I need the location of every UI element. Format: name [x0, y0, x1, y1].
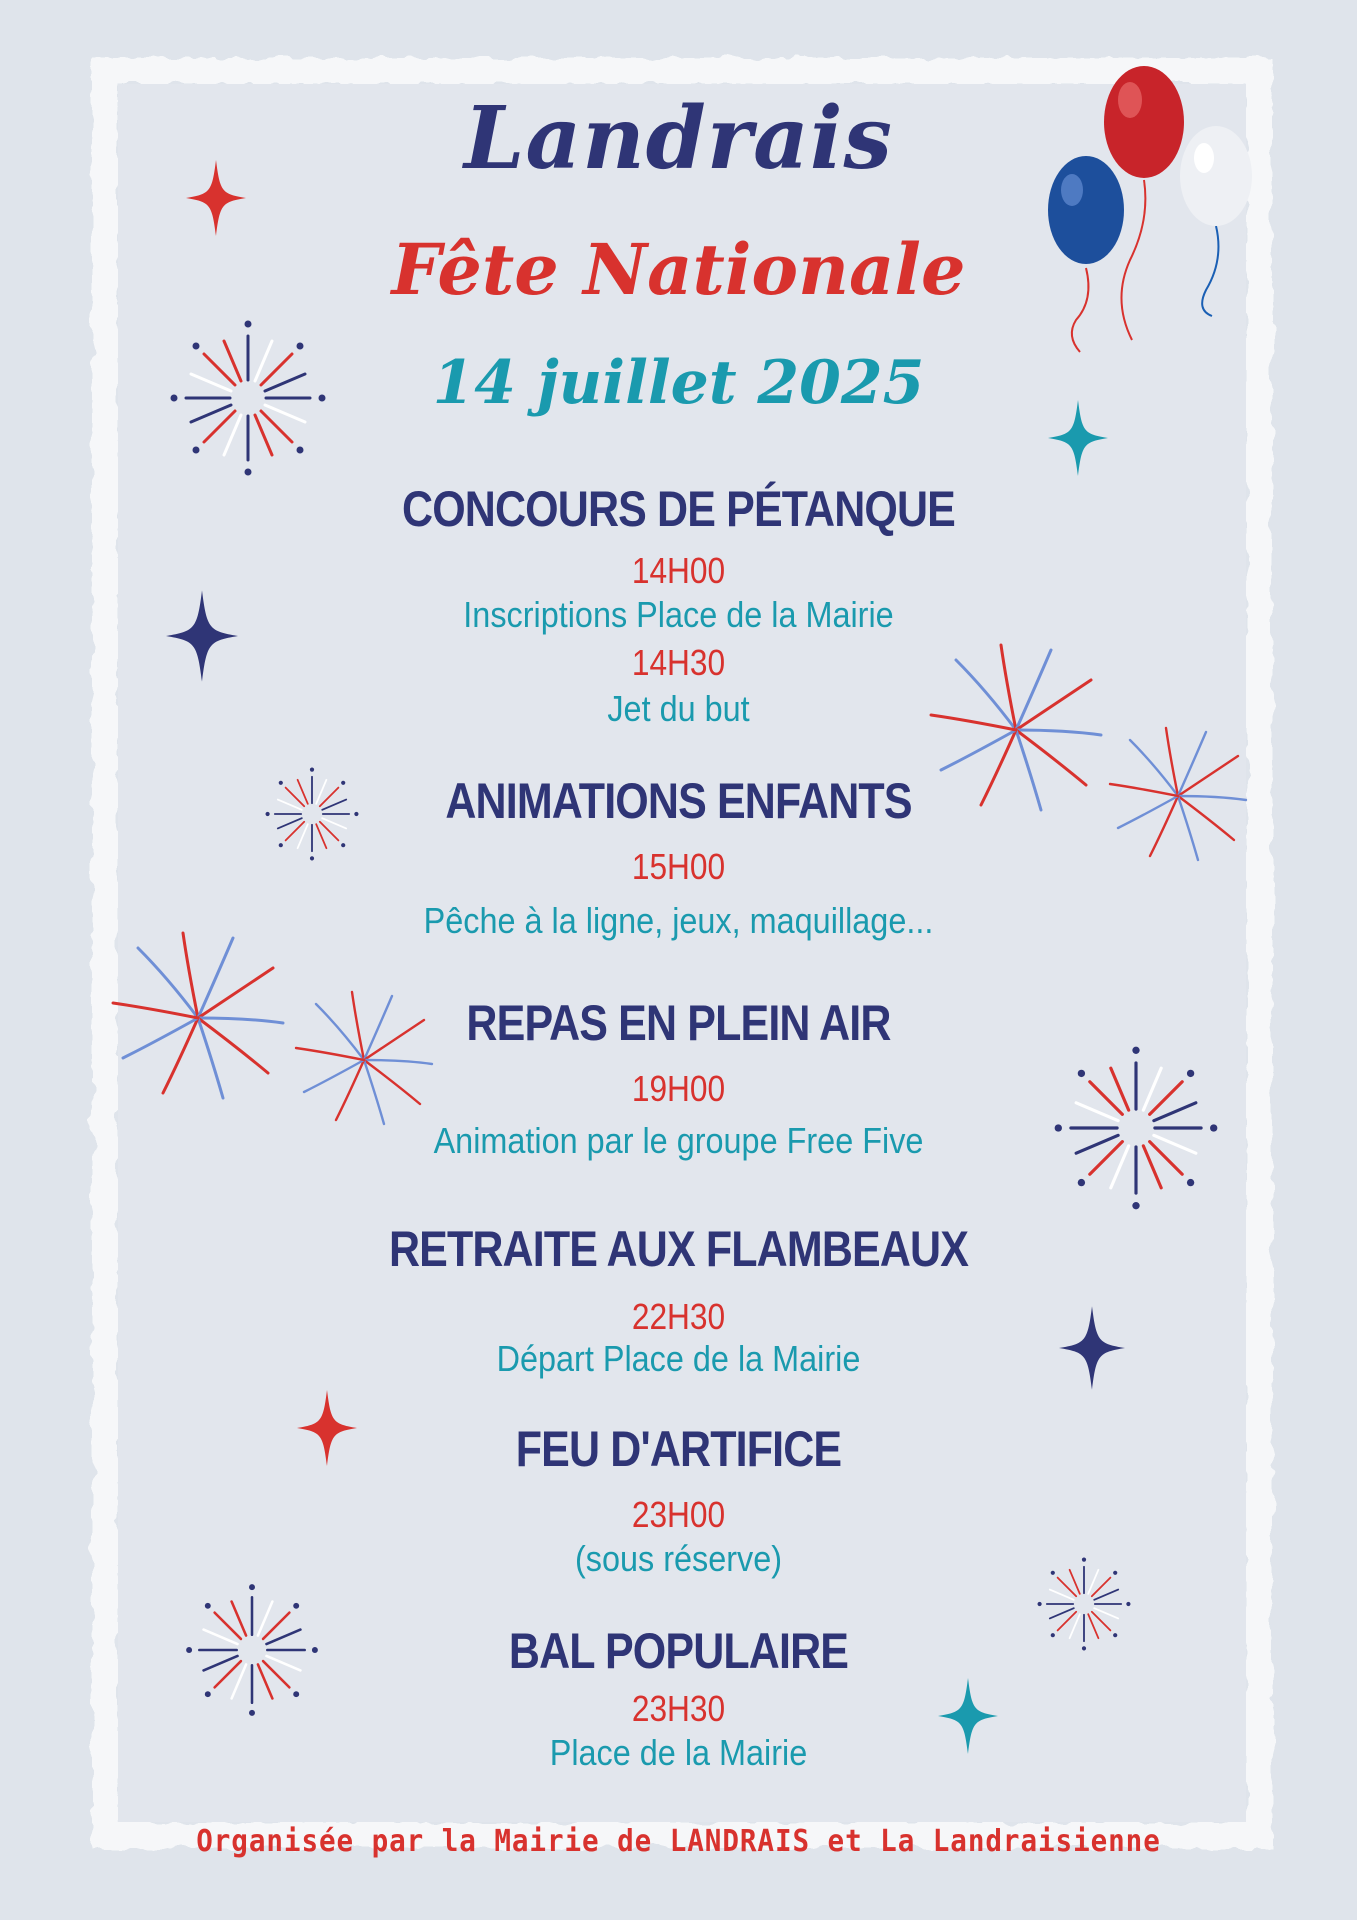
- section-time: 19H00: [631, 1068, 726, 1109]
- section-heading: REPAS EN PLEIN AIR: [466, 995, 891, 1051]
- town-title: Landrais: [464, 88, 893, 189]
- section-time: 15H00: [631, 846, 726, 887]
- section-description: Pêche à la ligne, jeux, maquillage...: [423, 900, 934, 941]
- section-heading: FEU D'ARTIFICE: [515, 1421, 842, 1477]
- section-description: Jet du but: [607, 688, 750, 729]
- section-time: 22H30: [631, 1296, 726, 1337]
- event-title: Fête Nationale: [391, 228, 966, 311]
- section-heading: RETRAITE AUX FLAMBEAUX: [388, 1221, 969, 1277]
- section-description: (sous réserve): [574, 1538, 783, 1579]
- section-time: 14H00: [631, 550, 726, 591]
- section-description: Animation par le groupe Free Five: [433, 1120, 924, 1161]
- section-description: Départ Place de la Mairie: [496, 1338, 861, 1379]
- section-heading: ANIMATIONS ENFANTS: [445, 773, 912, 829]
- section-time: 14H30: [631, 642, 726, 683]
- event-date: 14 juillet 2025: [432, 348, 925, 418]
- organizer-footer: Organisée par la Mairie de LANDRAIS et La Landraisienne: [196, 1824, 1161, 1859]
- section-description: Place de la Mairie: [549, 1732, 808, 1773]
- section-heading: CONCOURS DE PÉTANQUE: [401, 481, 955, 537]
- section-heading: BAL POPULAIRE: [508, 1623, 849, 1679]
- section-time: 23H30: [631, 1688, 726, 1729]
- section-description: Inscriptions Place de la Mairie: [463, 594, 894, 635]
- section-time: 23H00: [631, 1494, 726, 1535]
